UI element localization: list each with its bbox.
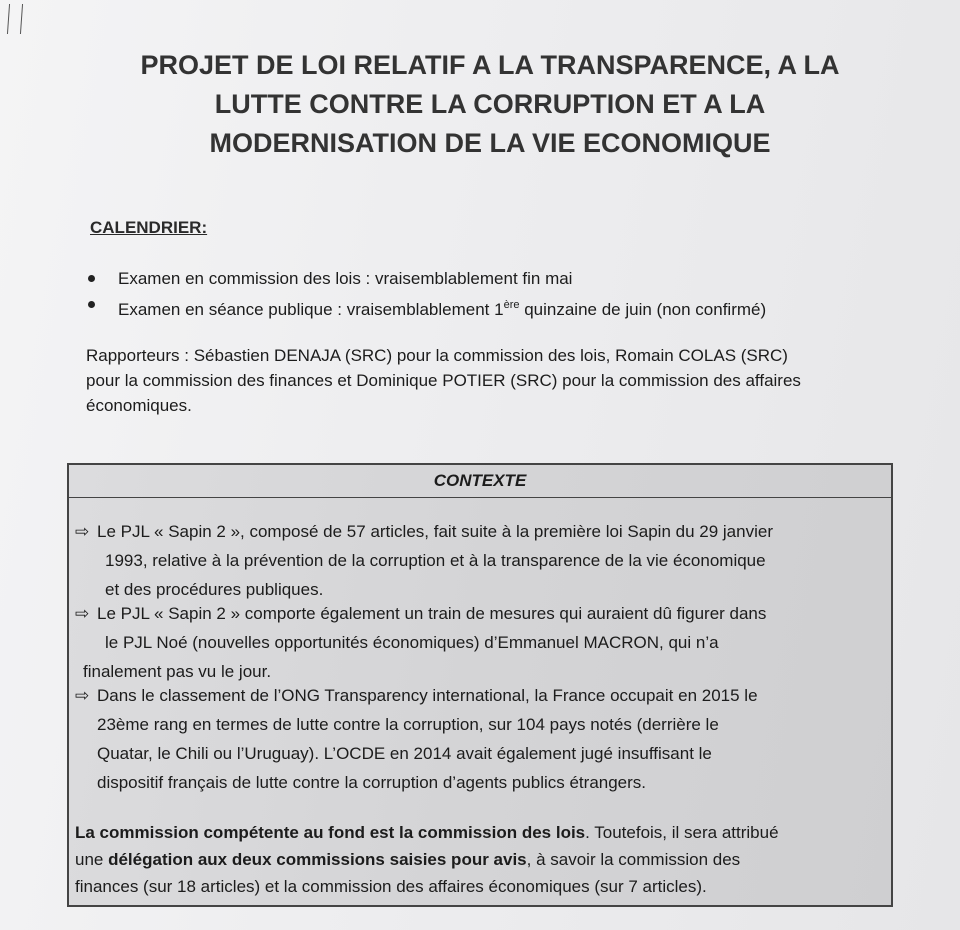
document-title — [60, 46, 920, 163]
paragraph-line: pour la commission des finances et Dominique POTIER (SRC) pour la commission des affaires — [86, 371, 801, 390]
point-line: le PJL Noé (nouvelles opportunités économiques) d’Emmanuel MACRON, qui n’a — [105, 633, 719, 652]
arrow-right-icon: ⇨ — [75, 604, 90, 623]
arrow-right-icon: ⇨ — [75, 686, 90, 705]
conclusion-line — [75, 819, 887, 846]
calendar-list — [86, 266, 766, 323]
point-line: Le PJL « Sapin 2 » comporte également un train de mesures qui auraient dû figurer dans — [97, 604, 767, 623]
calendar-item — [86, 292, 766, 323]
point-line: Le PJL « Sapin 2 », composé de 57 articles, fait suite à la première loi Sapin du 29 janvier — [97, 522, 773, 541]
point-line: Dans le classement de l’ONG Transparency international, la France occupait en 2015 le — [97, 686, 758, 705]
bullet-icon — [88, 301, 95, 308]
calendar-heading: CALENDRIER: — [90, 218, 208, 237]
conclusion-text: , à savoir la commission des — [526, 850, 741, 869]
rapporteurs-paragraph — [86, 343, 892, 418]
point-line: 23ème rang en termes de lutte contre la corruption, sur 104 pays notés (derrière le — [97, 715, 719, 734]
context-point — [75, 517, 887, 604]
point-line: finalement pas vu le jour. — [83, 662, 272, 681]
bullet-icon — [88, 275, 95, 282]
paragraph-line: Rapporteurs : Sébastien DENAJA (SRC) pour la commission des lois, Romain COLAS (SRC) — [86, 346, 788, 365]
conclusion-paragraph — [75, 819, 887, 900]
context-point — [75, 681, 887, 797]
title-line: LUTTE CONTRE LA CORRUPTION ET A LA — [214, 89, 766, 119]
point-line: 1993, relative à la prévention de la corruption et à la transparence de la vie économique — [105, 551, 766, 570]
calendar-item-text-end: quinzaine de juin (non confirmé) — [519, 300, 767, 319]
title-line: PROJET DE LOI RELATIF A LA TRANSPARENCE, A LA — [140, 50, 840, 80]
calendar-item-text: Examen en commission des lois : vraisemblablement fin mai — [118, 269, 573, 288]
conclusion-line — [75, 846, 887, 873]
staple-mark — [7, 4, 23, 34]
context-heading: CONTEXTE — [69, 465, 891, 498]
calendar-item-text: Examen en séance publique : vraisemblablement 1 — [118, 300, 504, 319]
point-line: Quatar, le Chili ou l’Uruguay). L’OCDE en 2014 avait également jugé insuffisant le — [97, 744, 712, 763]
conclusion-text: . Toutefois, il sera attribué — [585, 823, 779, 842]
calendar-item — [86, 266, 766, 292]
conclusion-line: finances (sur 18 articles) et la commission des affaires économiques (sur 7 articles). — [75, 877, 707, 896]
point-line: et des procédures publiques. — [105, 580, 324, 599]
arrow-right-icon: ⇨ — [75, 522, 90, 541]
context-point — [75, 599, 887, 686]
point-line: dispositif français de lutte contre la corruption d’agents publics étrangers. — [97, 773, 647, 792]
conclusion-text: une — [75, 850, 109, 869]
bold-text: La commission compétente au fond est la commission des lois — [75, 823, 586, 842]
paragraph-line: économiques. — [86, 396, 192, 415]
title-line: MODERNISATION DE LA VIE ECONOMIQUE — [209, 128, 771, 158]
context-box — [67, 463, 893, 907]
ordinal-superscript: ère — [503, 299, 520, 311]
bold-text: délégation aux deux commissions saisies pour avis — [108, 850, 527, 869]
